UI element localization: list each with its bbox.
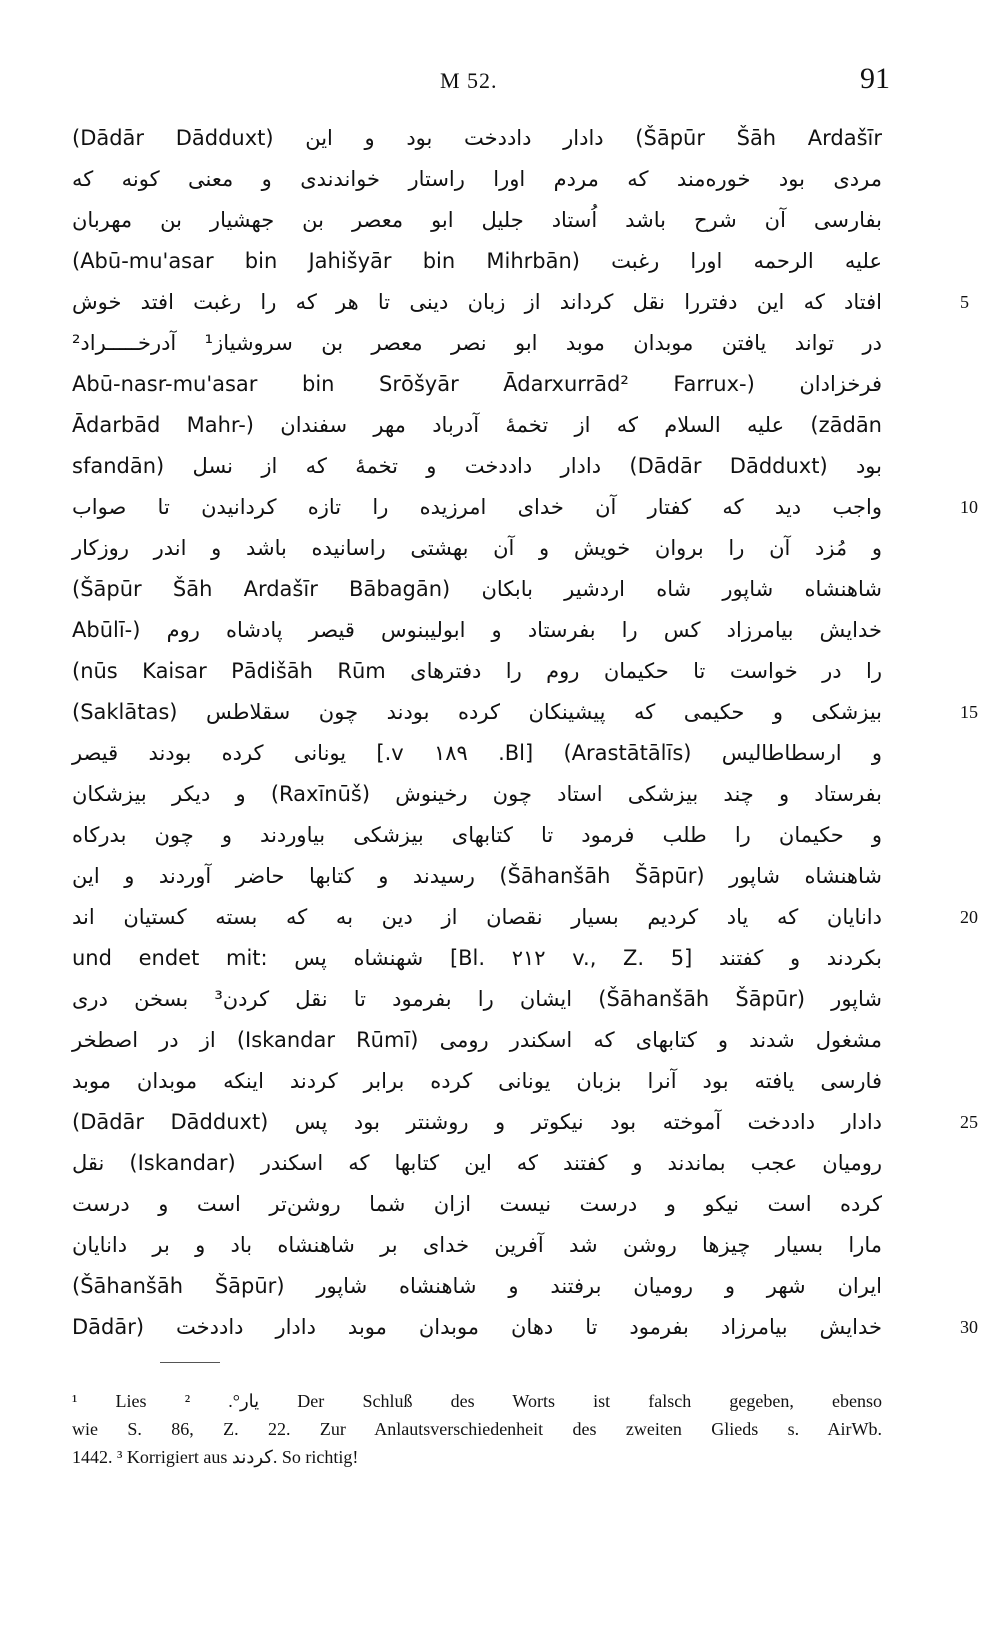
line-text: شاهنشاه شاپور (Šāhanšāh Šāpūr) رسیدند و کتابها حاضر آوردند و این — [72, 864, 883, 888]
footnote-separator — [160, 1362, 220, 1363]
text-line — [72, 323, 882, 364]
line-text: und endet mit: شهنشاه پس [Bl. ٢١٢ v., Z. 5] بکردند و کفتند — [72, 946, 882, 970]
text-body — [72, 118, 978, 1348]
line-text: (nūs Kaisar Pādišāh Rūm را در خواست تا حکیمان روم را دفترهای — [72, 659, 882, 683]
running-title: M 52. — [440, 68, 498, 93]
text-line — [72, 364, 882, 405]
text-line — [72, 815, 882, 856]
text-line — [72, 1143, 882, 1184]
line-text: مشغول شدند و کتابهای که اسکندر رومی (Iskandar Rūmī) از در اصطخر — [72, 1028, 882, 1052]
line-text: (Dādār Dādduxt) دادار داددخت بود و این (Šāpūr Šāh Ardašīr — [72, 126, 882, 150]
footnote-line: wie S. 86, Z. 22. Zur Anlautsverschiedenheit des zweiten Glieds s. AirWb. — [72, 1419, 882, 1439]
page-header — [0, 62, 1000, 102]
footnote-line: ¹ Lies یار°. ² Der Schluß des Worts ist falsch gegeben, ebenso — [72, 1391, 883, 1411]
line-text: فارسی یافته بود آنرا بزبان یونانی کرده برابر کردند اینکه موبدان موبد — [72, 1069, 882, 1093]
line-number: 10 — [960, 497, 978, 517]
line-text: بفارسی آن شرح باشد اُستاد جلیل ابو معصر بن جهشیار بن مهربان — [72, 208, 882, 232]
footnotes — [72, 1387, 882, 1471]
line-text: بود (Dādār Dādduxt) دادار داددخت و تخمهٔ که از نسل (sfandān — [72, 454, 883, 478]
line-number: 20 — [960, 907, 978, 927]
text-line — [72, 405, 882, 446]
text-line — [72, 1184, 882, 1225]
page-number: 91 — [860, 62, 890, 95]
text-line — [72, 1266, 882, 1307]
line-text: افتاد که این دفتررا نقل کرداند از زبان دینی تا هر که را رغبت افتد خوش — [72, 290, 882, 314]
line-number: 30 — [960, 1317, 978, 1337]
text-line — [72, 897, 978, 938]
line-text: (Abū-mu'asar bin Jahišyār bin Mihrbān) علیه الرحمه اورا رغبت — [72, 249, 882, 273]
line-text: خدایش بیامرزاد بفرمود تا دهان موبدان موبد دادار داددخت (Dādār — [72, 1315, 882, 1339]
text-line — [72, 938, 882, 979]
text-line — [72, 979, 882, 1020]
text-line — [72, 118, 882, 159]
text-line — [72, 200, 882, 241]
line-text: در تواند یافتن موبدان موبد ابو نصر معصر بن سروشیاز¹ آدرخـــــراد² — [72, 331, 882, 355]
line-text: رومیان عجب بماندند و کفتند که این کتابها که اسکندر (Iskandar) نقل — [72, 1151, 882, 1175]
line-number: 15 — [960, 702, 978, 722]
line-text: بفرستاد و چند بیزشکی استاد چون رخینوش (Raxīnūš) و دیکر بیزشکان — [72, 782, 883, 806]
text-line — [72, 241, 882, 282]
text-line — [72, 1061, 882, 1102]
text-line — [72, 282, 969, 323]
line-number: 5 — [960, 292, 969, 312]
text-line — [72, 774, 882, 815]
line-text: (Šāpūr Šāh Ardašīr Bābagān) شاهنشاه شاپور شاه اردشیر بابکان — [72, 577, 882, 601]
line-text: Abūlī-) خدایش بیامرزاد کس را بفرستاد و ابولیبنوس قیصر پادشاه روم — [72, 618, 882, 642]
line-text: مردی بود خورەمند که مردم اورا راستار خواندندی و معنی کونه که — [72, 167, 882, 191]
line-text: کرده است نیکو و درست نیست ازان شما روشن‌تر است و درست — [72, 1192, 882, 1216]
line-text: مارا بسیار چیزها روشن شد آفرین خدای بر شاهنشاه باد و بر دانایان — [72, 1233, 882, 1257]
line-text: ایران شهر و رومیان برفتند و شاهنشاه شاپور (Šāhanšāh Šāpūr) — [72, 1274, 882, 1298]
text-line — [72, 651, 882, 692]
text-line — [72, 159, 882, 200]
line-text: و حکیمان را طلب فرمود تا کتابهای بیزشکی بیاوردند و چون بدرکاه — [72, 823, 882, 847]
text-line — [72, 692, 978, 733]
line-text: (Saklātas) بیزشکی و حکیمی که پیشینکان کرده بودند چون سقلاطس — [72, 700, 883, 724]
line-text: شاپور (Šāhanšāh Šāpūr) ایشان را بفرمود تا نقل کردن³ بسخن دری — [72, 987, 883, 1011]
line-number: 25 — [960, 1112, 978, 1132]
text-line — [72, 487, 978, 528]
text-line — [72, 733, 882, 774]
text-line — [72, 446, 882, 487]
line-text: Abū-nasr-mu'asar bin Srōšyār Ādarxurrād² Farrux-) فرخزادان — [72, 372, 882, 396]
text-line — [72, 528, 882, 569]
line-text: دانایان که یاد کردیم بسیار نقصان از دین به که بسته کستیان اند — [72, 905, 882, 929]
text-line — [72, 1020, 882, 1061]
text-line — [72, 569, 882, 610]
line-text: Ādarbād Mahr-) علیه السلام که از تخمهٔ آدرباد مهر سفندان (zādān — [72, 413, 882, 437]
text-line — [72, 856, 882, 897]
text-line — [72, 1102, 978, 1143]
line-text: و ارسطاطالیس (Arastātālīs) [Bl. ١٨٩ v.] یونانی کرده بودند قیصر — [72, 741, 882, 765]
line-text: و مُزد آن را بروان خویش و آن بهشتی راسانیده باشد و اندر روزکار — [72, 536, 882, 560]
line-text: واجب دید که کفتار آن خدای امرزیده را تازه کردانیدن تا صواب — [72, 495, 882, 519]
text-line — [72, 1307, 978, 1348]
text-line — [72, 1225, 882, 1266]
text-line — [72, 610, 882, 651]
footnote-line: 1442. ³ Korrigiert aus کردند. So richtig! — [72, 1447, 359, 1467]
line-text: (Dādār Dādduxt) دادار داددخت آموخته بود نیکوتر و روشنتر بود پس — [72, 1110, 883, 1134]
